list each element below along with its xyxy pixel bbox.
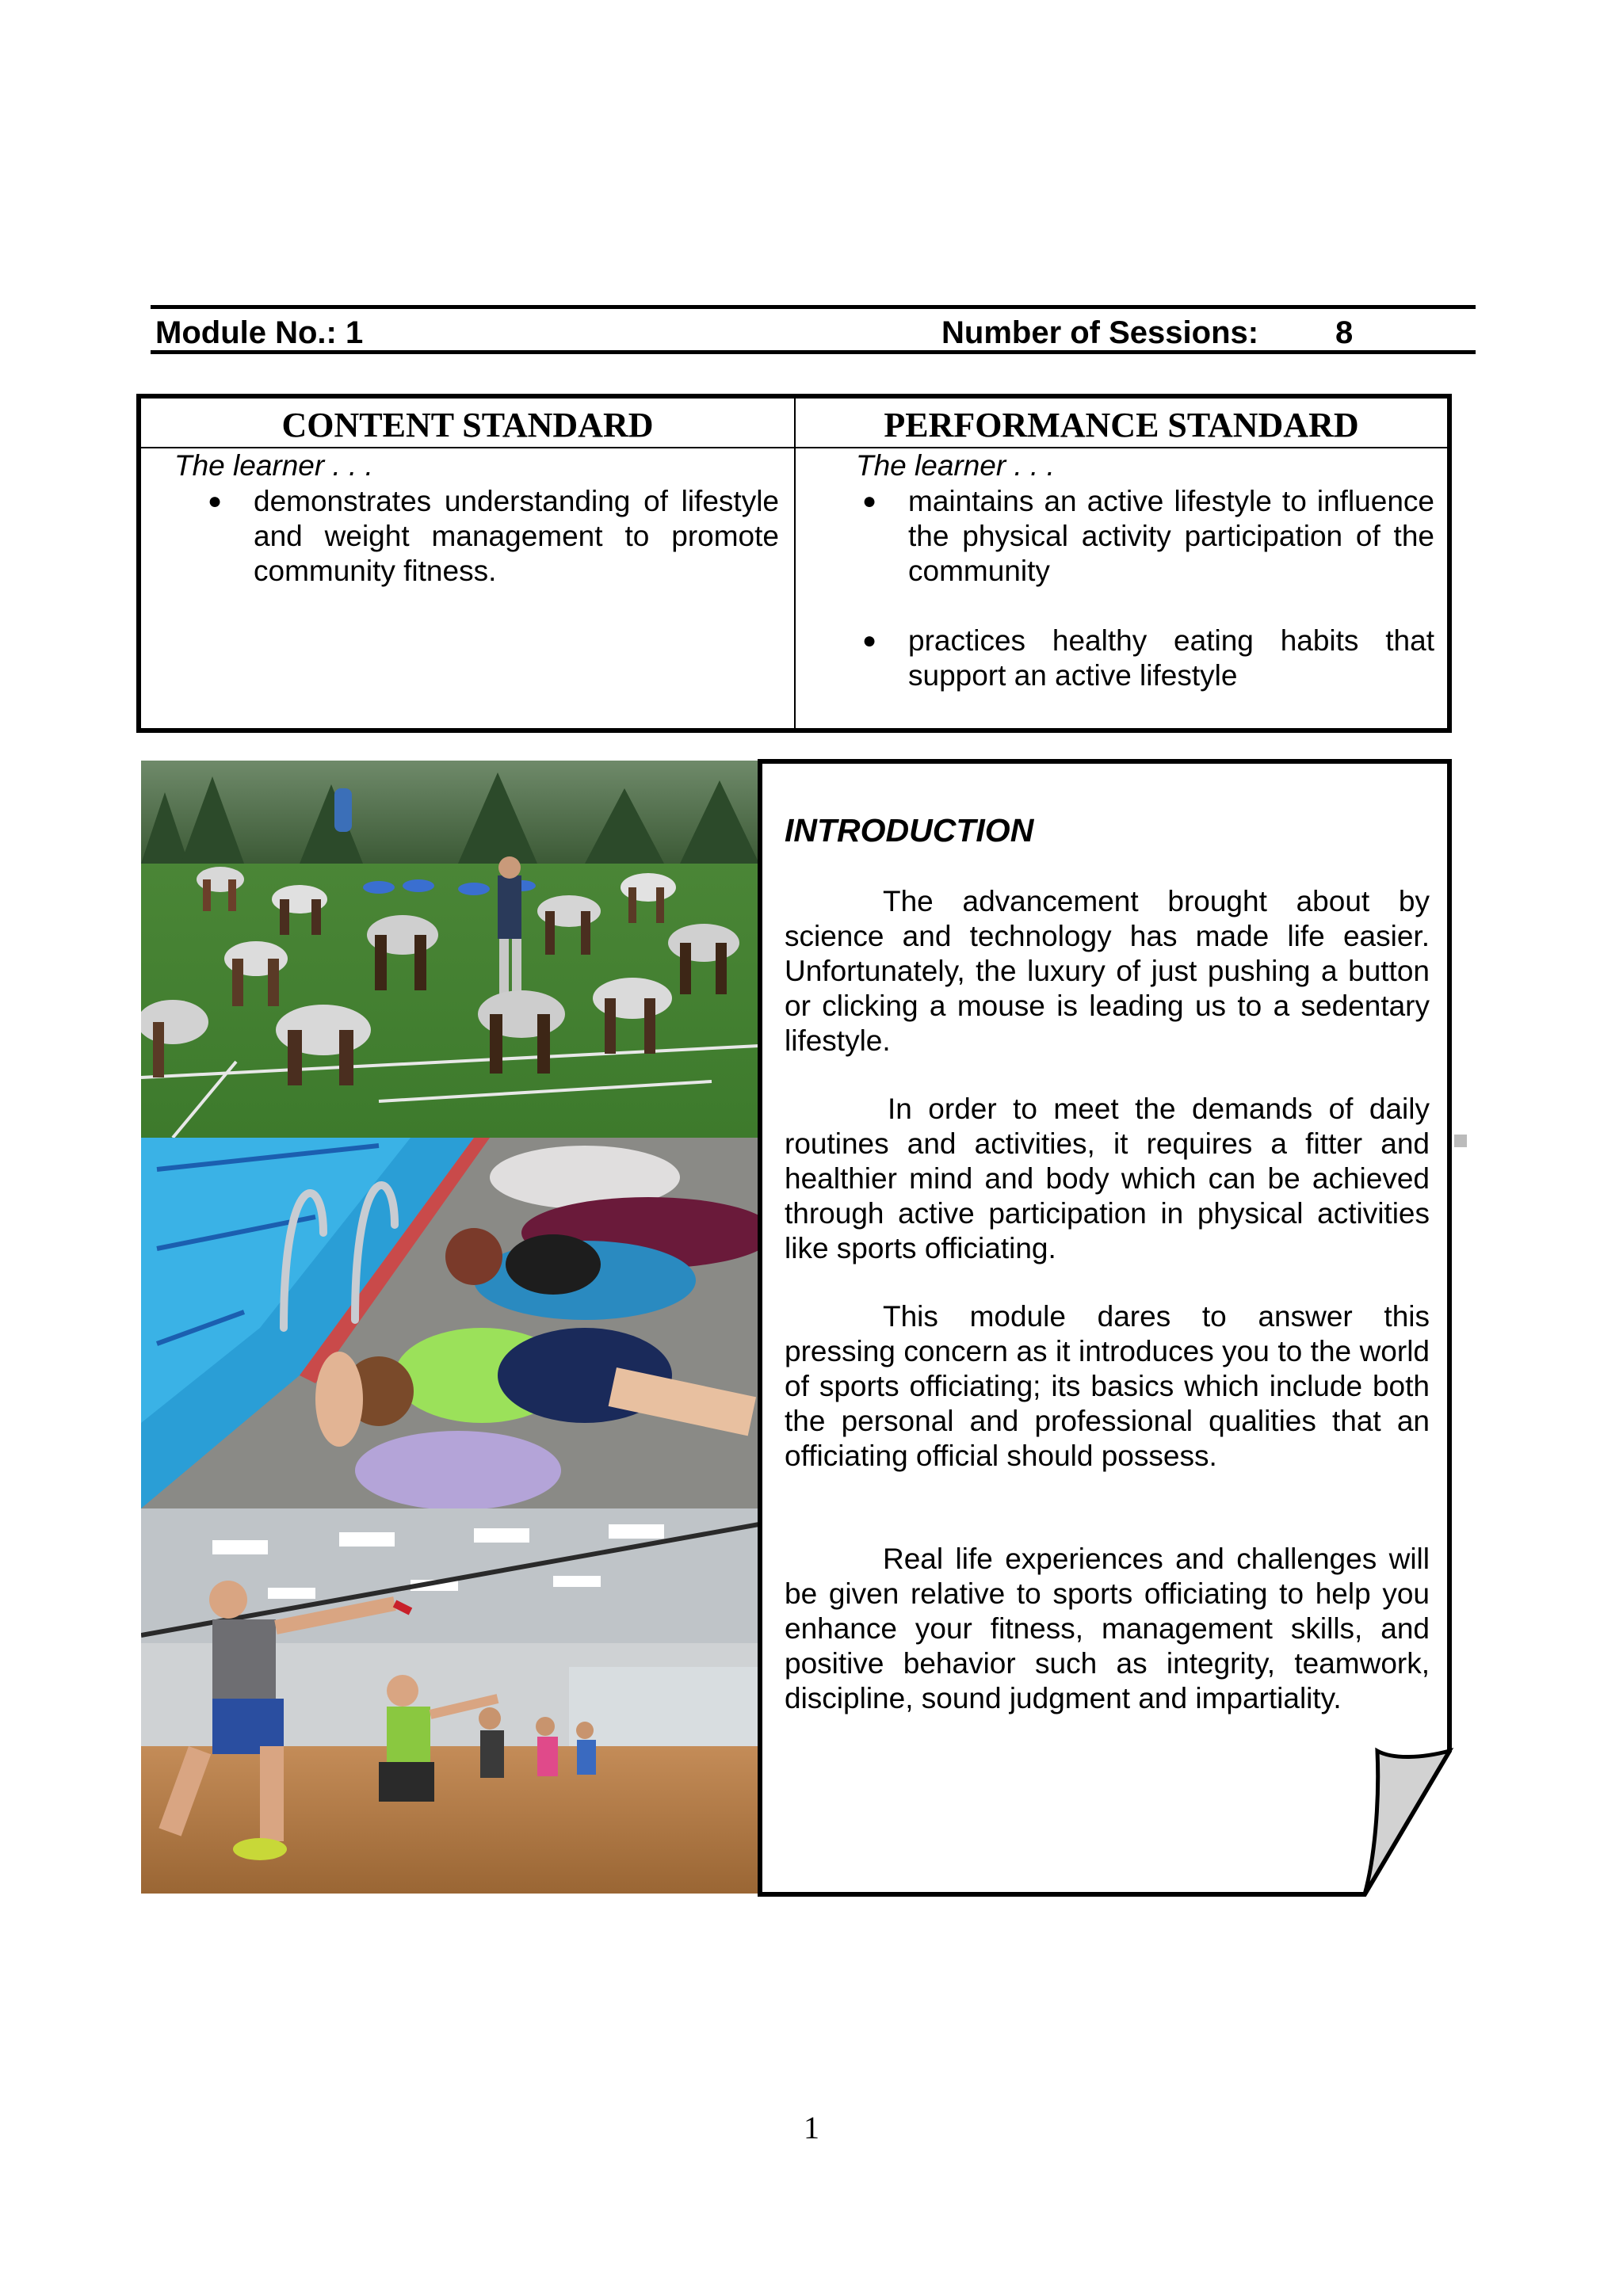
page-curl-icon (1365, 1751, 1449, 1894)
performance-learner-intro: The learner . . . (856, 449, 1055, 482)
page-number: 1 (804, 2110, 819, 2145)
photo-gym-training (141, 1508, 759, 1894)
list-item: ● practices healthy eating habits that support an active lifestyle (862, 624, 1434, 692)
margin-marker (1454, 1135, 1467, 1147)
content-learner-intro: The learner . . . (174, 449, 373, 482)
module-header (151, 305, 1476, 354)
performance-standard-list (862, 484, 1434, 693)
table-header-rule (141, 447, 1447, 448)
bullet-icon: ● (862, 488, 877, 514)
introduction-paragraph: The advancement brought about by science and technology has made life easier. Unfortunately, the luxury of just pushing a button or clicking a mouse is leading us to a sedentary lifestyle. (785, 885, 1430, 1057)
introduction-paragraph: Real life experiences and challenges will be given relative to sports officiating to help you enhance your fitness, management skills, and positive behavior such as integrity, teamwork, discipline, sound judgment and impartiality. (785, 1543, 1430, 1714)
module-number: Module No.: 1 (155, 315, 364, 350)
sessions-label: Number of Sessions: (941, 315, 1259, 350)
photo-poolside-exercise (141, 1138, 759, 1508)
list-item: ● demonstrates understanding of lifestyle and weight management to promote community fitness. (208, 485, 779, 587)
sessions-value: 8 (1335, 315, 1354, 350)
introduction-title: INTRODUCTION (785, 812, 1034, 849)
content-standard-heading: CONTENT STANDARD (281, 406, 654, 444)
introduction-paragraph: In order to meet the demands of daily routines and activities, it requires a fitter and healthier mind and body which can be achieved through active participation in physical activities like sports officiating. (785, 1093, 1430, 1264)
content-standard-list (208, 484, 779, 589)
bullet-icon: ● (208, 488, 223, 514)
performance-standard-heading: PERFORMANCE STANDARD (884, 406, 1359, 444)
standards-table (136, 394, 1452, 733)
photo-football-stretching (141, 761, 759, 1138)
bullet-icon: ● (862, 627, 877, 654)
list-item: ● maintains an active lifestyle to influence the physical activity participation of the community (862, 485, 1434, 587)
introduction-paragraph: This module dares to answer this pressing concern as it introduces you to the world of sports officiating; its basics which include both the personal and professional qualities that an officiating official should possess. (785, 1300, 1430, 1472)
